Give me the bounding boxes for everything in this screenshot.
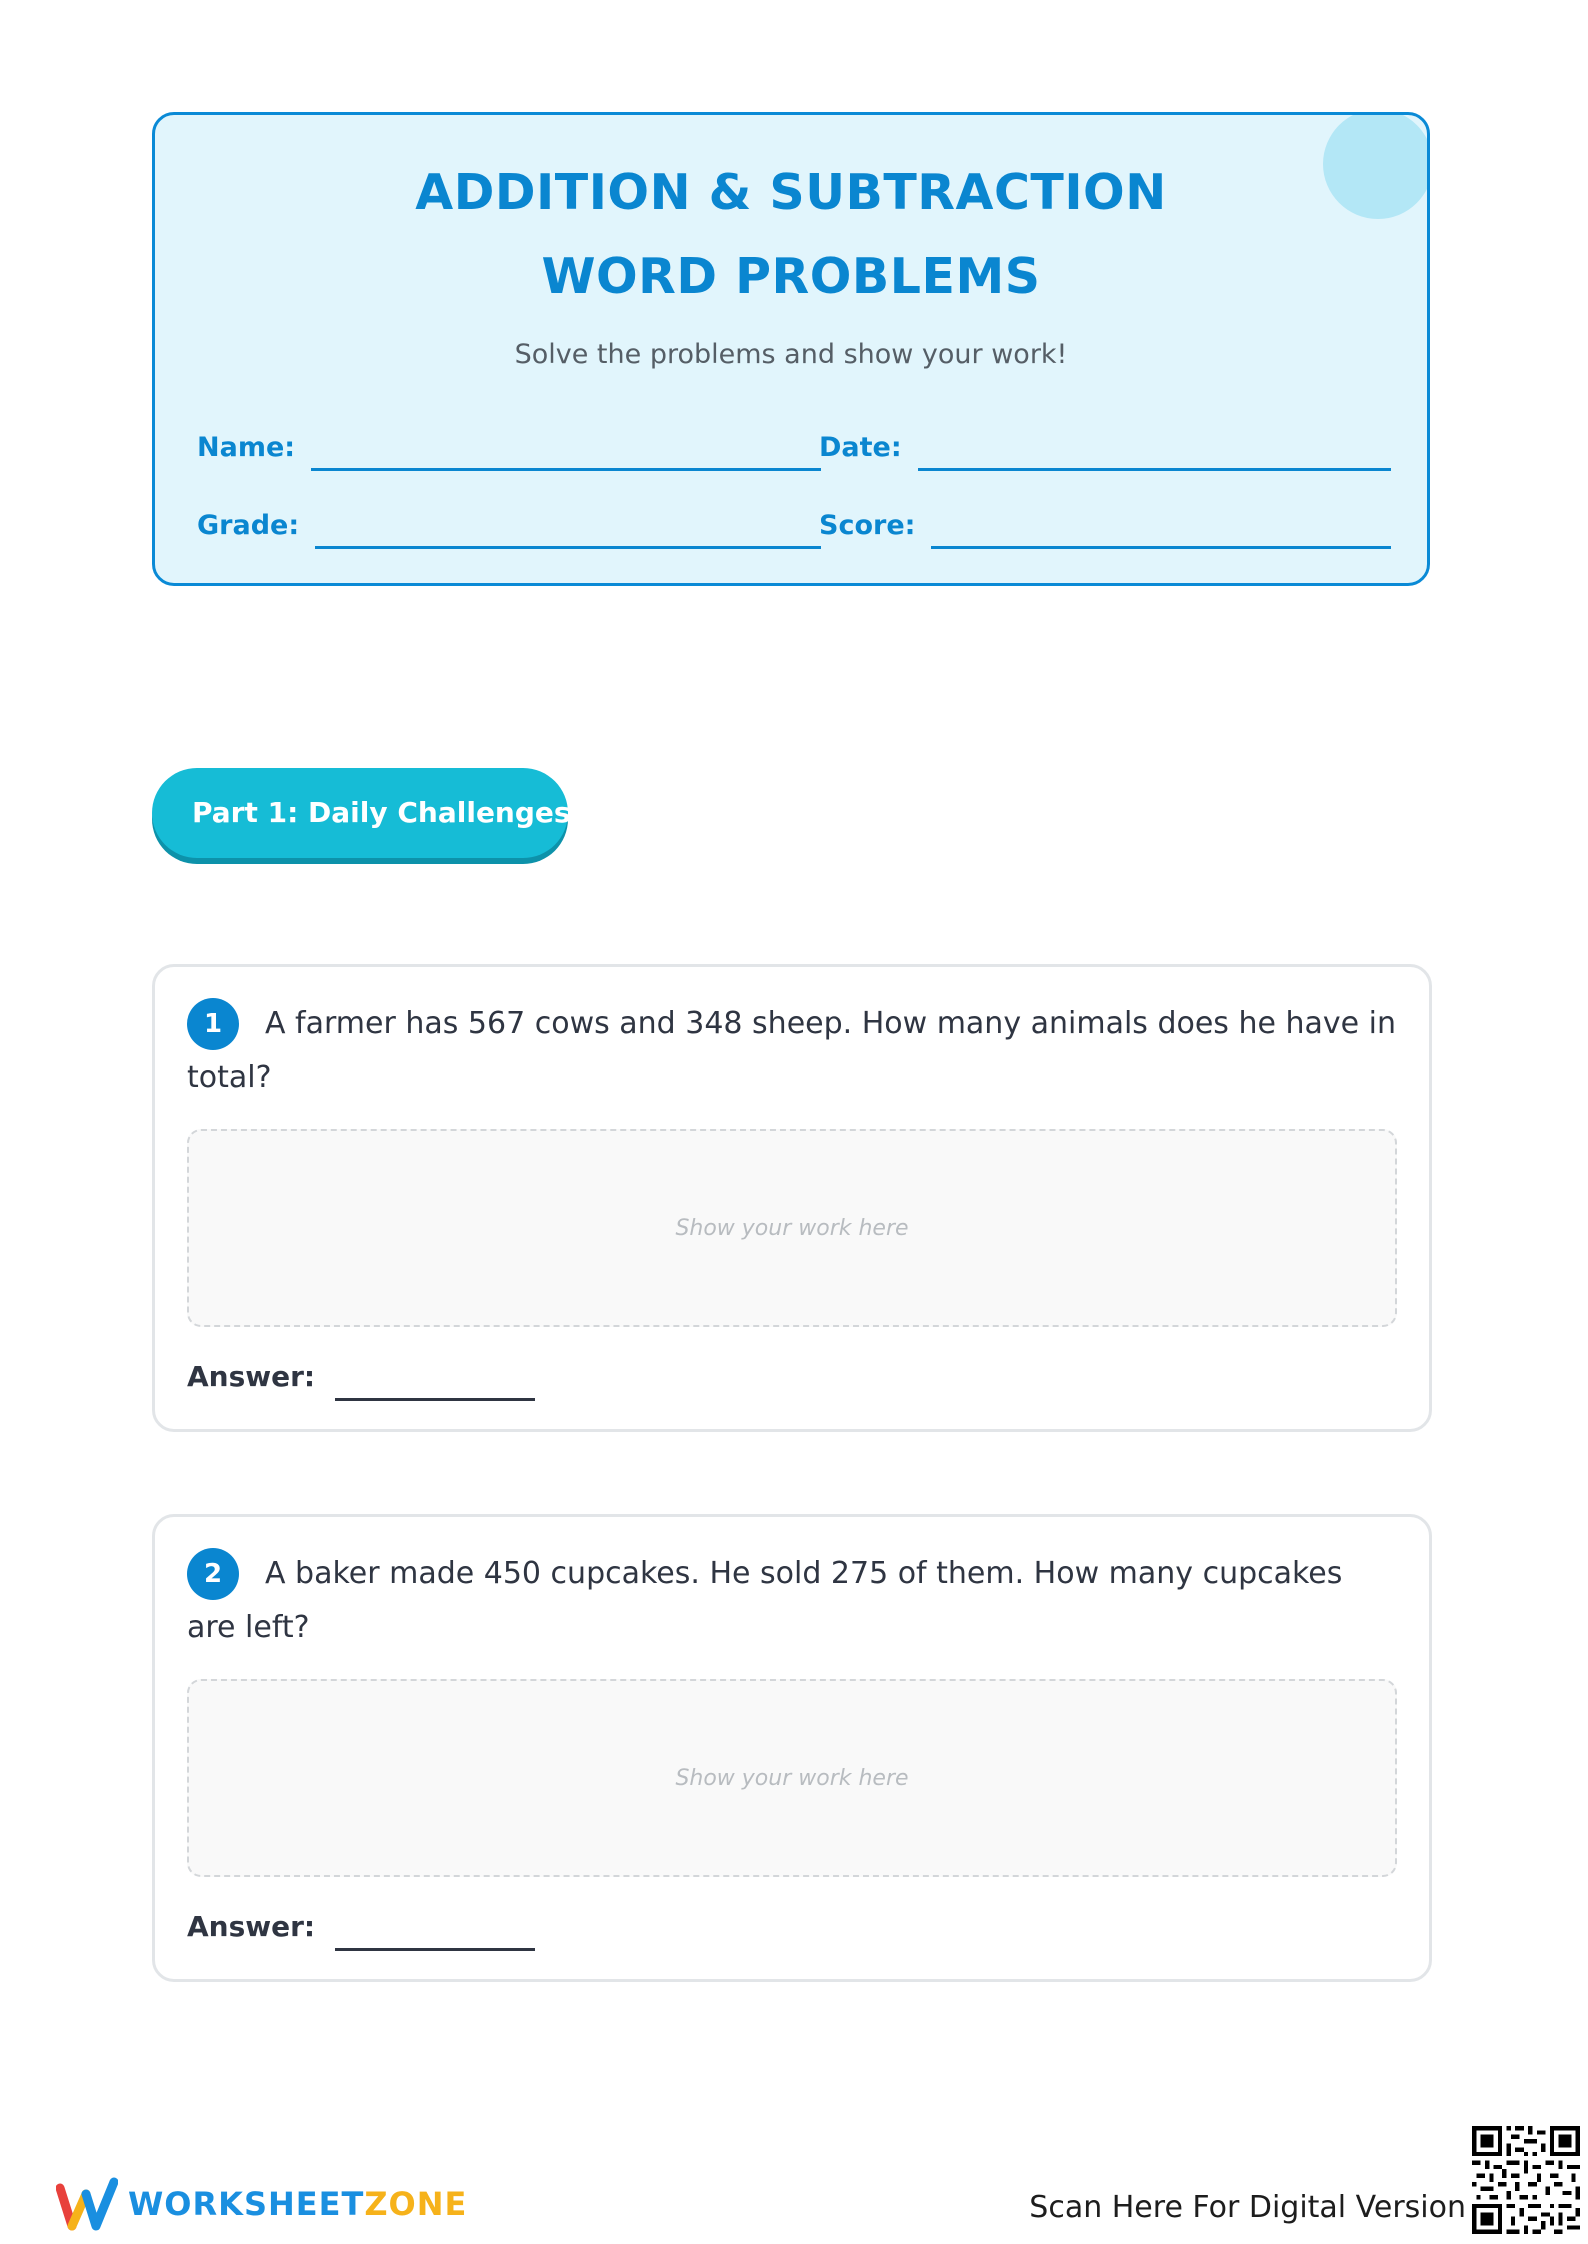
qr-code-icon[interactable]: [1472, 2126, 1580, 2234]
worksheet-header-card: [152, 112, 1430, 586]
answer-row: [187, 1359, 535, 1395]
work-area-hint: Show your work here: [675, 1765, 909, 1791]
answer-input-line[interactable]: [335, 1398, 535, 1401]
name-field: [197, 431, 821, 465]
scan-instruction-text: Scan Here For Digital Version: [1029, 2190, 1466, 2225]
logo-wordmark-part2: ZONE: [364, 2185, 468, 2223]
name-label: Name:: [197, 432, 296, 463]
question-card: [152, 1514, 1432, 1982]
logo-wordmark-part1: WORKSHEET: [128, 2185, 365, 2223]
question-number-badge: 1: [187, 998, 239, 1050]
answer-label: Answer:: [187, 1360, 316, 1393]
answer-row: [187, 1909, 535, 1945]
grade-label: Grade:: [197, 510, 300, 541]
score-field: [819, 509, 1391, 543]
work-area[interactable]: [187, 1679, 1397, 1877]
answer-input-line[interactable]: [335, 1948, 535, 1951]
work-area[interactable]: [187, 1129, 1397, 1327]
worksheetzone-logo-icon: [56, 2176, 118, 2232]
date-field: [819, 431, 1391, 465]
name-input-line[interactable]: [311, 468, 821, 471]
question-card: [152, 964, 1432, 1432]
date-label: Date:: [819, 432, 902, 463]
logo-wordmark: [128, 2185, 467, 2223]
worksheet-subtitle: Solve the problems and show your work!: [514, 339, 1068, 370]
question-text-block: [187, 1547, 1397, 1655]
worksheetzone-logo[interactable]: [56, 2176, 467, 2232]
section-heading-pill: Part 1: Daily Challenges: [152, 768, 568, 858]
question-number-badge: 2: [187, 1548, 239, 1600]
question-text: A farmer has 567 cows and 348 sheep. How many animals does he have in total?: [187, 1006, 1396, 1095]
grade-input-line[interactable]: [315, 546, 821, 549]
worksheet-title: ADDITION & SUBTRACTION WORD PROBLEMS: [415, 164, 1167, 305]
grade-field: [197, 509, 821, 543]
date-input-line[interactable]: [918, 468, 1391, 471]
question-text: A baker made 450 cupcakes. He sold 275 of them. How many cupcakes are left?: [187, 1556, 1343, 1645]
question-text-block: [187, 997, 1397, 1105]
score-input-line[interactable]: [931, 546, 1391, 549]
work-area-hint: Show your work here: [675, 1215, 909, 1241]
answer-label: Answer:: [187, 1910, 316, 1943]
score-label: Score:: [819, 510, 916, 541]
